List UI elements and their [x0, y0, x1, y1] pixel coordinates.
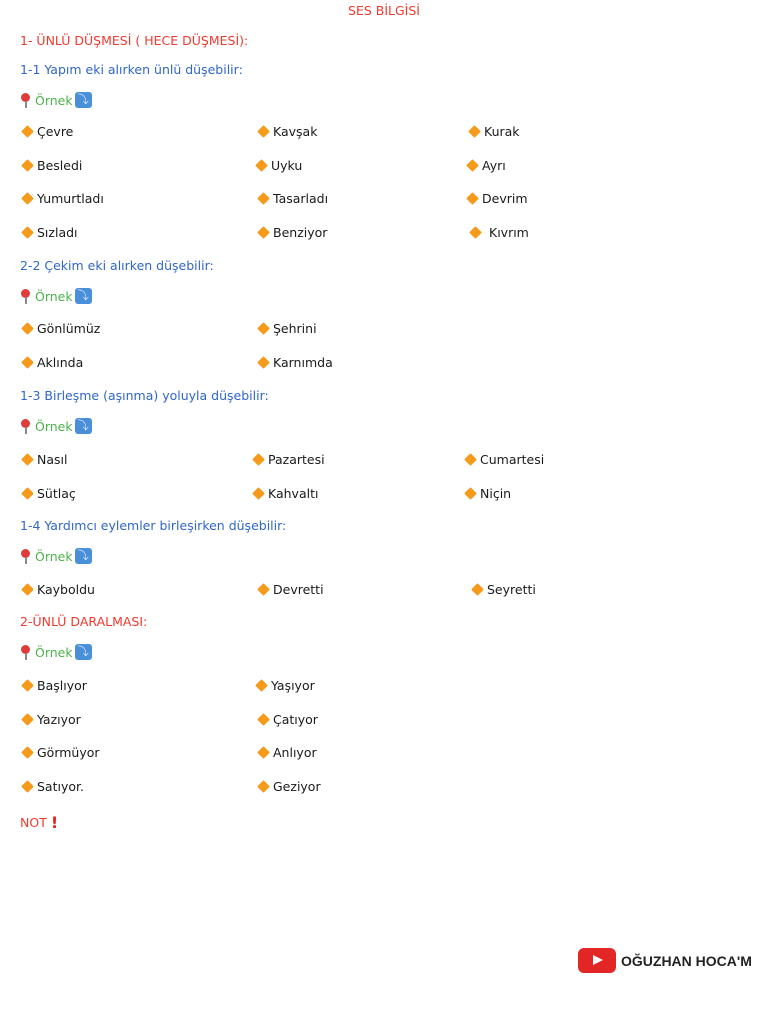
list-item: Şehrini — [256, 321, 317, 336]
diamond-icon — [21, 125, 34, 138]
diamond-icon — [21, 583, 34, 596]
note-label: NOT ! — [20, 813, 59, 832]
list-item: Devrim — [465, 191, 528, 206]
diamond-icon — [468, 125, 481, 138]
subsection-1-2: 2-2 Çekim eki alırken düşebilir: — [20, 258, 214, 273]
list-item: Görmüyor — [20, 745, 100, 760]
page-title: SES BİLGİSİ — [348, 3, 420, 18]
subsection-1-1: 1-1 Yapım eki alırken ünlü düşebilir: — [20, 62, 243, 77]
diamond-icon — [255, 679, 268, 692]
diamond-icon — [252, 453, 265, 466]
list-item: Başlıyor — [20, 678, 87, 693]
list-item: Kavşak — [256, 124, 317, 139]
list-item: Devretti — [256, 582, 324, 597]
youtube-icon — [578, 948, 616, 973]
diamond-icon — [21, 159, 34, 172]
list-item: Ayrı — [465, 158, 506, 173]
exclamation-icon: ! — [50, 813, 59, 832]
arrow-box-icon: ⤵ — [75, 644, 92, 660]
diamond-icon — [257, 356, 270, 369]
arrow-box-icon: ⤵ — [75, 548, 92, 564]
list-item: Gönlümüz — [20, 321, 100, 336]
diamond-icon — [257, 780, 270, 793]
diamond-icon — [21, 192, 34, 205]
diamond-icon — [464, 487, 477, 500]
diamond-icon — [21, 487, 34, 500]
list-item: Çatıyor — [256, 712, 318, 727]
list-item: Sütlaç — [20, 486, 76, 501]
pin-icon — [20, 644, 32, 660]
subsection-1-4: 1-4 Yardımcı eylemler birleşirken düşebilir: — [20, 518, 287, 533]
diamond-icon — [21, 746, 34, 759]
diamond-icon — [257, 125, 270, 138]
list-item: Yazıyor — [20, 712, 81, 727]
list-item: Niçin — [463, 486, 511, 501]
diamond-icon — [21, 322, 34, 335]
diamond-icon — [21, 453, 34, 466]
list-item: Kayboldu — [20, 582, 95, 597]
diamond-icon — [21, 356, 34, 369]
diamond-icon — [257, 583, 270, 596]
diamond-icon — [21, 780, 34, 793]
pin-icon — [20, 548, 32, 564]
brand-name: OĞUZHAN HOCA'M — [621, 952, 752, 969]
pin-icon — [20, 92, 32, 108]
pin-icon — [20, 418, 32, 434]
list-item: Yumurtladı — [20, 191, 104, 206]
diamond-icon — [252, 487, 265, 500]
ornek-label-3: Örnek ⤵ — [20, 418, 92, 434]
diamond-icon — [464, 453, 477, 466]
list-item: Karnımda — [256, 355, 333, 370]
subsection-1-3: 1-3 Birleşme (aşınma) yoluyla düşebilir: — [20, 388, 269, 403]
diamond-icon — [466, 192, 479, 205]
diamond-icon — [471, 583, 484, 596]
diamond-icon — [257, 746, 270, 759]
arrow-box-icon: ⤵ — [75, 418, 92, 434]
list-item: Besledi — [20, 158, 82, 173]
diamond-icon — [257, 713, 270, 726]
list-item: Kurak — [467, 124, 520, 139]
list-item: Nasıl — [20, 452, 67, 467]
ornek-label-1: Örnek ⤵ — [20, 92, 92, 108]
list-item: Yaşıyor — [254, 678, 315, 693]
list-item: Anlıyor — [256, 745, 317, 760]
section-1-heading: 1- ÜNLÜ DÜŞMESİ ( HECE DÜŞMESİ): — [20, 33, 249, 48]
diamond-icon — [469, 226, 482, 239]
diamond-icon — [21, 679, 34, 692]
list-item: Cumartesi — [463, 452, 544, 467]
diamond-icon — [21, 226, 34, 239]
diamond-icon — [255, 159, 268, 172]
diamond-icon — [21, 713, 34, 726]
diamond-icon — [257, 192, 270, 205]
list-item: Pazartesi — [251, 452, 325, 467]
list-item: Satıyor. — [20, 779, 84, 794]
list-item: Aklında — [20, 355, 83, 370]
list-item: Kıvrım — [468, 225, 529, 240]
list-item: Tasarladı — [256, 191, 328, 206]
list-item: Seyretti — [470, 582, 536, 597]
list-item: Sızladı — [20, 225, 78, 240]
diamond-icon — [257, 322, 270, 335]
arrow-box-icon: ⤵ — [75, 92, 92, 108]
ornek-label-5: Örnek ⤵ — [20, 644, 92, 660]
diamond-icon — [466, 159, 479, 172]
arrow-box-icon: ⤵ — [75, 288, 92, 304]
list-item: Geziyor — [256, 779, 321, 794]
brand-logo — [578, 948, 752, 973]
ornek-label-2: Örnek ⤵ — [20, 288, 92, 304]
diamond-icon — [257, 226, 270, 239]
list-item: Uyku — [254, 158, 302, 173]
list-item: Çevre — [20, 124, 73, 139]
section-2-heading: 2-ÜNLÜ DARALMASI: — [20, 614, 148, 629]
pin-icon — [20, 288, 32, 304]
list-item: Kahvaltı — [251, 486, 318, 501]
list-item: Benziyor — [256, 225, 327, 240]
ornek-label-4: Örnek ⤵ — [20, 548, 92, 564]
